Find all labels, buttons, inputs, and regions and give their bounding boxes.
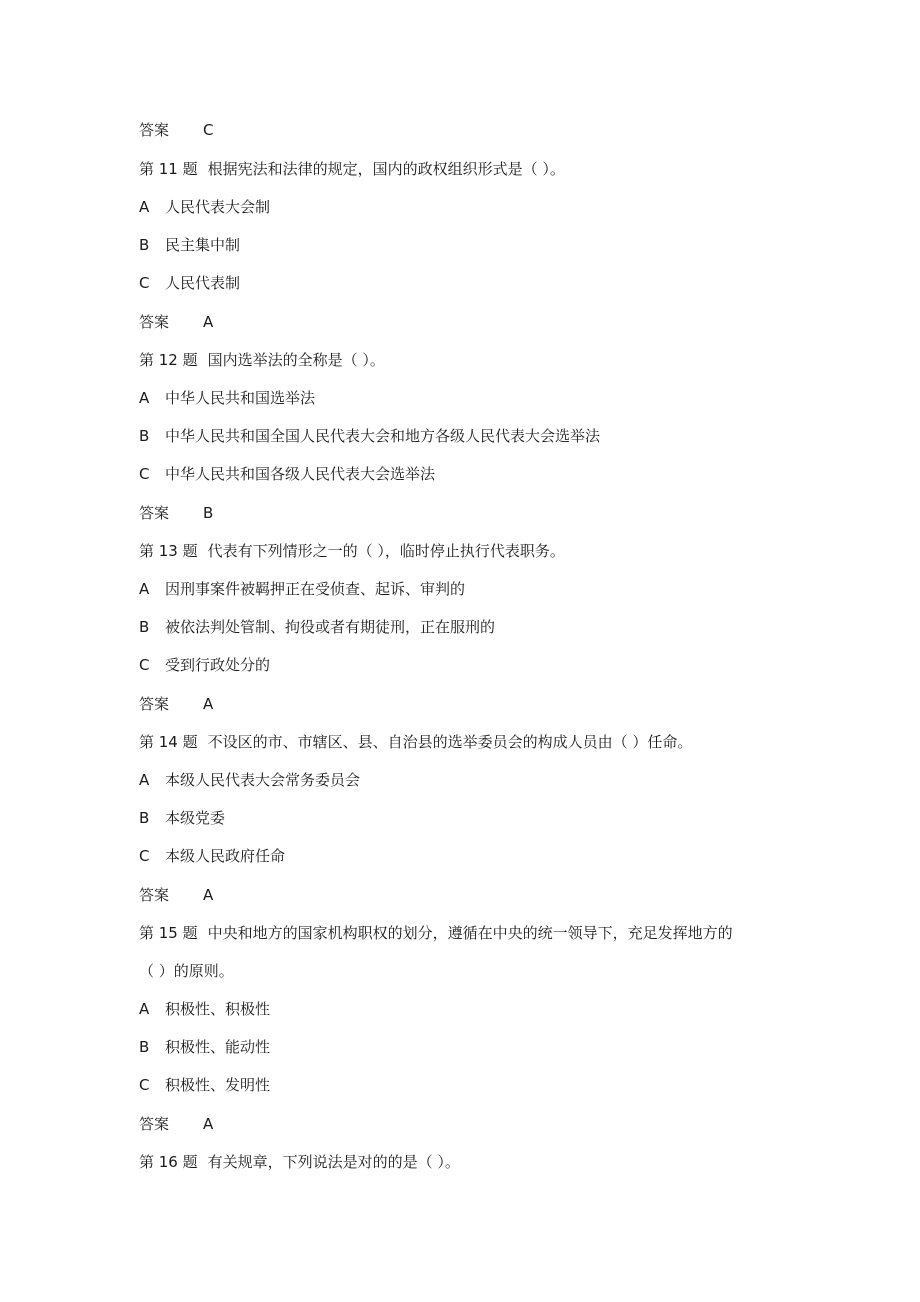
answer-line <box>139 1114 213 1134</box>
option-letter: B <box>139 236 150 254</box>
answer-line <box>139 694 213 714</box>
option-letter: C <box>139 847 150 865</box>
option-line <box>139 1037 270 1057</box>
question-text: 不设区的市、市辖区、县、自治县的选举委员会的构成人员由（ ）任命。 <box>207 733 693 751</box>
option-letter: B <box>139 809 150 827</box>
question-number: 第 12 题 <box>139 351 198 369</box>
option-letter: A <box>139 580 150 598</box>
question-line <box>139 159 565 179</box>
option-line <box>139 846 285 866</box>
option-text: 本级党委 <box>165 809 226 827</box>
option-text: 积极性、能动性 <box>165 1038 271 1056</box>
question-line <box>139 732 692 752</box>
answer-label: 答案 <box>139 313 170 331</box>
option-text: 本级人民代表大会常务委员会 <box>165 771 361 789</box>
answer-line <box>139 312 213 332</box>
question-line <box>139 350 385 370</box>
option-letter: A <box>139 389 150 407</box>
option-letter: A <box>139 771 150 789</box>
option-line <box>139 999 270 1019</box>
question-number: 第 13 题 <box>139 542 198 560</box>
answer-value: A <box>203 313 214 331</box>
question-line <box>139 541 565 561</box>
question-number: 第 11 题 <box>139 160 198 178</box>
question-number: 第 14 题 <box>139 733 198 751</box>
option-text: 中华人民共和国各级人民代表大会选举法 <box>165 465 436 483</box>
option-line <box>139 273 240 293</box>
option-text: 被依法判处管制、拘役或者有期徒刑，正在服刑的 <box>165 618 496 636</box>
answer-value: A <box>203 886 214 904</box>
option-text: 民主集中制 <box>165 236 241 254</box>
answer-label: 答案 <box>139 695 170 713</box>
option-letter: C <box>139 1076 150 1094</box>
question-line <box>139 923 733 943</box>
option-text: 积极性、积极性 <box>165 1000 271 1018</box>
option-letter: B <box>139 1038 150 1056</box>
question-number: 第 16 题 <box>139 1153 198 1171</box>
question-continuation <box>139 961 234 981</box>
answer-line <box>139 503 213 523</box>
question-line <box>139 1152 460 1172</box>
question-text: 根据宪法和法律的规定，国内的政权组织形式是（ ）。 <box>207 160 565 178</box>
question-text: 国内选举法的全称是（ ）。 <box>207 351 385 369</box>
answer-label: 答案 <box>139 121 170 139</box>
option-text: 人民代表大会制 <box>165 198 271 216</box>
option-text: 人民代表制 <box>165 274 241 292</box>
option-letter: C <box>139 274 150 292</box>
question-number: 第 15 题 <box>139 924 198 942</box>
option-letter: C <box>139 656 150 674</box>
answer-value: B <box>203 504 214 522</box>
option-letter: B <box>139 618 150 636</box>
option-line <box>139 655 270 675</box>
option-letter: B <box>139 427 150 445</box>
option-text: 中华人民共和国全国人民代表大会和地方各级人民代表大会选举法 <box>165 427 601 445</box>
answer-label: 答案 <box>139 504 170 522</box>
answer-value: A <box>203 695 214 713</box>
answer-line <box>139 120 213 140</box>
answer-label: 答案 <box>139 886 170 904</box>
answer-line <box>139 885 213 905</box>
answer-value: A <box>203 1115 214 1133</box>
option-text: 中华人民共和国选举法 <box>165 389 316 407</box>
option-line <box>139 235 240 255</box>
question-text: 有关规章，下列说法是对的的是（ ）。 <box>207 1153 460 1171</box>
answer-label: 答案 <box>139 1115 170 1133</box>
option-letter: C <box>139 465 150 483</box>
option-line <box>139 388 315 408</box>
question-text: 中央和地方的国家机构职权的划分，遵循在中央的统一领导下，充足发挥地方的 <box>207 924 733 942</box>
option-line <box>139 770 360 790</box>
option-line <box>139 808 225 828</box>
option-text: 因刑事案件被羁押正在受侦查、起诉、审判的 <box>165 580 466 598</box>
option-line <box>139 579 465 599</box>
option-letter: A <box>139 198 150 216</box>
option-text: 受到行政处分的 <box>165 656 271 674</box>
option-line <box>139 1075 270 1095</box>
option-line <box>139 464 435 484</box>
question-text: 代表有下列情形之一的（ ），临时停止执行代表职务。 <box>207 542 565 560</box>
option-text: 本级人民政府任命 <box>165 847 286 865</box>
option-line <box>139 426 600 446</box>
option-line <box>139 197 270 217</box>
question-text-cont: （ ）的原则。 <box>139 962 234 980</box>
option-line <box>139 617 495 637</box>
option-letter: A <box>139 1000 150 1018</box>
option-text: 积极性、发明性 <box>165 1076 271 1094</box>
answer-value: C <box>203 121 214 139</box>
